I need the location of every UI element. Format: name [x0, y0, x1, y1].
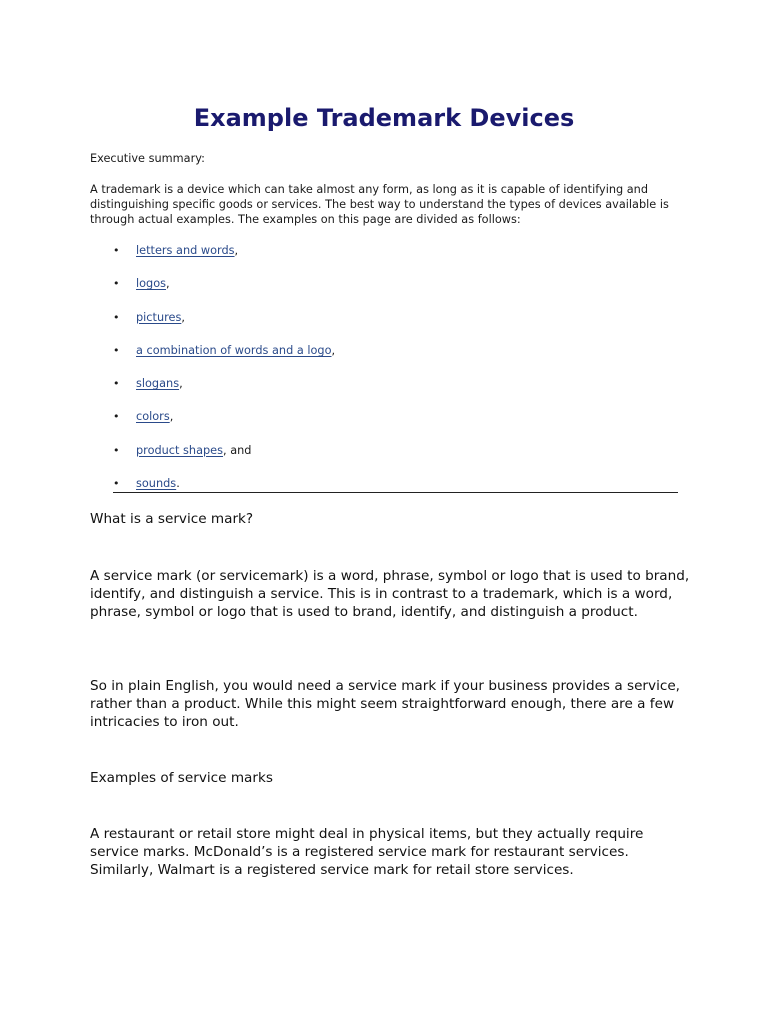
- link-letters-and-words[interactable]: letters and words: [136, 244, 235, 257]
- bullet-icon: •: [113, 277, 120, 291]
- link-words-and-logo[interactable]: a combination of words and a logo: [136, 343, 332, 357]
- list-item: [90, 243, 678, 276]
- bullet-icon: •: [113, 310, 120, 324]
- list-item-suffix: ,: [234, 244, 239, 257]
- list-item-suffix: ,: [181, 310, 185, 324]
- link-colors[interactable]: colors: [136, 410, 170, 424]
- summary-label: Executive summary:: [90, 152, 205, 165]
- list-item: [90, 376, 678, 409]
- bullet-icon: •: [113, 410, 120, 424]
- bullet-icon: •: [113, 477, 120, 491]
- plain-english-paragraph: So in plain English, you would need a service mark if your business provides a service, rather than a product. While this might seem straightforward enough, there are a few intricacies to iron out.: [90, 678, 681, 730]
- list-item-suffix: , and: [223, 443, 252, 457]
- list-item: [90, 310, 678, 343]
- service-mark-heading: What is a service mark?: [90, 511, 254, 527]
- list-item-suffix: ,: [166, 277, 170, 291]
- list-item: [90, 409, 678, 442]
- list-item-suffix: ,: [331, 343, 336, 357]
- bullet-icon: •: [113, 244, 120, 257]
- device-types-list: [90, 243, 678, 509]
- link-slogans[interactable]: slogans: [136, 377, 180, 391]
- bullet-icon: •: [113, 443, 120, 457]
- service-mark-paragraph: A service mark (or servicemark) is a word, phrase, symbol or logo that is used to brand, identify, and distinguish a service. This is in contrast to a trademark, which is a word, phrase, symbol or logo that is used to brand, identify, and distinguish a product.: [90, 568, 690, 620]
- bullet-icon: •: [113, 377, 120, 391]
- list-item: [90, 276, 678, 309]
- horizontal-rule: [113, 492, 678, 493]
- list-item: [90, 443, 678, 476]
- examples-heading: Examples of service marks: [90, 770, 273, 786]
- list-item-suffix: .: [176, 477, 180, 491]
- page-title: Example Trademark Devices: [193, 104, 575, 132]
- bullet-icon: •: [113, 343, 120, 357]
- link-logos[interactable]: logos: [136, 277, 167, 291]
- examples-paragraph: A restaurant or retail store might deal in physical items, but they actually require service marks. McDonald’s is a registered service mark for restaurant services. Similarly, Walmart is a registered service mark for retail store services.: [90, 826, 644, 878]
- list-item-suffix: ,: [179, 377, 183, 391]
- link-product-shapes[interactable]: product shapes: [136, 443, 224, 457]
- list-item: [90, 343, 678, 376]
- list-item-suffix: ,: [169, 410, 174, 424]
- summary-paragraph: A trademark is a device which can take almost any form, as long as it is capable of identifying and distinguishing specific goods or services. The best way to understand the types of devices available is through actual examples. The examples on this page are divided as follows:: [90, 183, 669, 226]
- link-pictures[interactable]: pictures: [136, 310, 182, 324]
- link-sounds[interactable]: sounds: [136, 477, 177, 491]
